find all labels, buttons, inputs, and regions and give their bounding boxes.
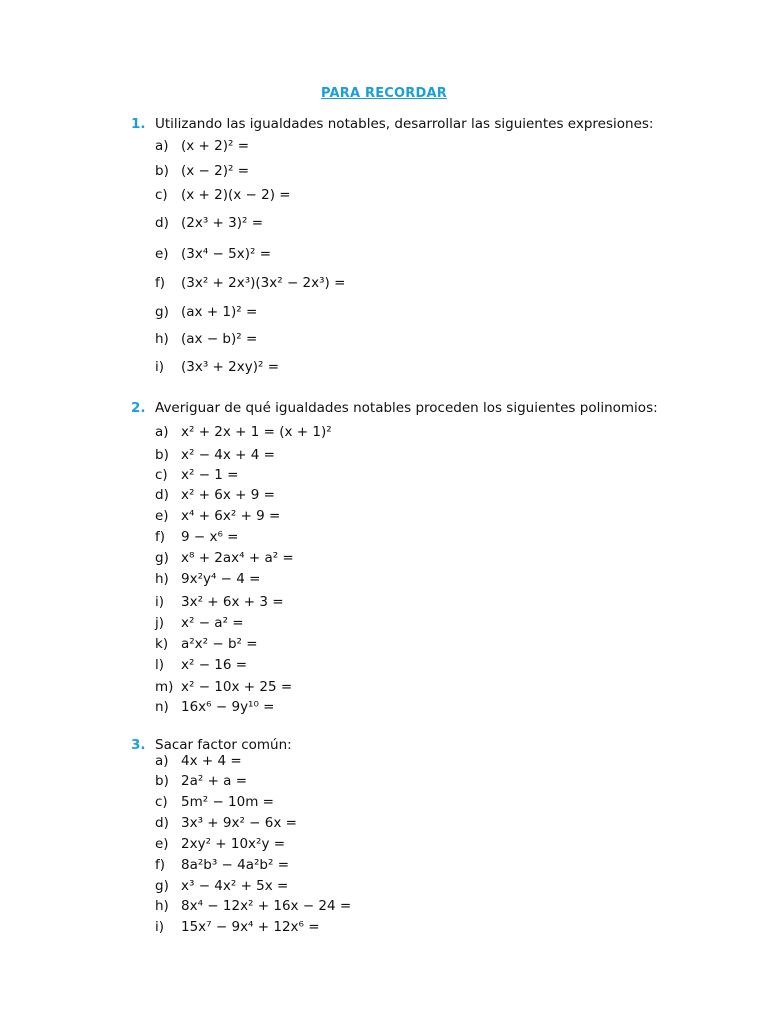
item-expression: 2a² + a =	[181, 773, 248, 789]
question-2-number: 2.	[131, 400, 146, 416]
item-label: e)	[155, 508, 169, 524]
item-label: d)	[155, 487, 169, 503]
item-expression: 4x + 4 =	[181, 753, 242, 769]
q2-item-k	[155, 636, 258, 652]
item-expression: 15x⁷ − 9x⁴ + 12x⁶ =	[181, 919, 320, 935]
item-expression: 8x⁴ − 12x² + 16x − 24 =	[181, 898, 352, 914]
question-1-number: 1.	[131, 116, 146, 132]
item-label: g)	[155, 550, 169, 566]
page-title: PARA RECORDAR	[321, 86, 447, 101]
item-expression: (3x² + 2x³)(3x² − 2x³) =	[181, 275, 346, 291]
item-label: f)	[155, 275, 166, 291]
item-label: d)	[155, 815, 169, 831]
item-label: c)	[155, 467, 168, 483]
q2-item-j	[155, 615, 244, 631]
q1-item-a	[155, 138, 249, 154]
item-expression: (3x⁴ − 5x)² =	[181, 246, 272, 262]
item-expression: x² + 6x + 9 =	[181, 487, 275, 503]
item-label: j)	[155, 615, 165, 631]
item-label: i)	[155, 919, 165, 935]
item-label: g)	[155, 304, 169, 320]
item-expression: 2xy² + 10x²y =	[181, 836, 286, 852]
item-label: g)	[155, 878, 169, 894]
question-3	[131, 737, 292, 753]
question-1	[131, 116, 653, 132]
item-expression: (ax + 1)² =	[181, 304, 258, 320]
item-label: h)	[155, 571, 169, 587]
item-expression: (x + 2)(x − 2) =	[181, 187, 291, 203]
item-expression: 9x²y⁴ − 4 =	[181, 571, 261, 587]
q2-item-d	[155, 487, 275, 503]
q2-item-m	[155, 679, 292, 695]
item-label: a)	[155, 424, 169, 440]
q3-item-a	[155, 753, 242, 769]
item-expression: a²x² − b² =	[181, 636, 258, 652]
q3-item-i	[155, 919, 320, 935]
item-expression: x² − 4x + 4 =	[181, 447, 275, 463]
question-3-text: Sacar factor común:	[155, 737, 292, 753]
q1-item-h	[155, 331, 257, 347]
item-label: c)	[155, 187, 168, 203]
q1-item-g	[155, 304, 257, 320]
q2-item-g	[155, 550, 294, 566]
item-label: f)	[155, 857, 166, 873]
item-label: b)	[155, 447, 169, 463]
item-expression: 16x⁶ − 9y¹⁰ =	[181, 699, 275, 715]
item-expression: x³ − 4x² + 5x =	[181, 878, 289, 894]
q2-item-e	[155, 508, 280, 524]
item-label: a)	[155, 138, 169, 154]
q2-item-l	[155, 657, 247, 673]
q3-item-h	[155, 898, 351, 914]
q2-item-c	[155, 467, 239, 483]
item-label: l)	[155, 657, 165, 673]
item-label: d)	[155, 215, 169, 231]
item-label: m)	[155, 679, 174, 695]
item-expression: 3x² + 6x + 3 =	[181, 594, 284, 610]
item-expression: x² − 16 =	[181, 657, 248, 673]
q3-item-d	[155, 815, 297, 831]
item-label: k)	[155, 636, 169, 652]
item-expression: x² − a² =	[181, 615, 244, 631]
item-expression: (ax − b)² =	[181, 331, 258, 347]
item-expression: (3x³ + 2xy)² =	[181, 359, 280, 375]
item-expression: (x − 2)² =	[181, 163, 250, 179]
q1-item-c	[155, 187, 291, 203]
q2-item-b	[155, 447, 275, 463]
question-2-text: Averiguar de qué igualdades notables proceden los siguientes polinomios:	[155, 400, 658, 416]
q2-item-h	[155, 571, 260, 587]
item-expression: 8a²b³ − 4a²b² =	[181, 857, 290, 873]
item-expression: (2x³ + 3)² =	[181, 215, 264, 231]
question-3-number: 3.	[131, 737, 146, 753]
item-label: b)	[155, 773, 169, 789]
q1-item-i	[155, 359, 279, 375]
question-2	[131, 400, 658, 416]
item-expression: x⁸ + 2ax⁴ + a² =	[181, 550, 294, 566]
q3-item-b	[155, 773, 247, 789]
item-label: i)	[155, 359, 165, 375]
item-label: f)	[155, 529, 166, 545]
question-1-text: Utilizando las igualdades notables, desarrollar las siguientes expresiones:	[155, 116, 654, 132]
item-label: e)	[155, 246, 169, 262]
q1-item-b	[155, 163, 249, 179]
q3-item-g	[155, 878, 288, 894]
q2-item-i	[155, 594, 284, 610]
q3-item-f	[155, 857, 289, 873]
q3-item-c	[155, 794, 274, 810]
item-expression: 3x³ + 9x² − 6x =	[181, 815, 297, 831]
q1-item-f	[155, 275, 345, 291]
q3-item-e	[155, 836, 285, 852]
item-label: c)	[155, 794, 168, 810]
item-label: h)	[155, 898, 169, 914]
item-expression: x² − 1 =	[181, 467, 239, 483]
q2-item-n	[155, 699, 274, 715]
item-expression: (x + 2)² =	[181, 138, 250, 154]
item-label: i)	[155, 594, 165, 610]
item-expression: x⁴ + 6x² + 9 =	[181, 508, 281, 524]
item-expression: x² + 2x + 1 = (x + 1)²	[181, 424, 332, 440]
item-label: n)	[155, 699, 169, 715]
q1-item-d	[155, 215, 263, 231]
q2-item-a	[155, 424, 332, 440]
item-expression: 9 − x⁶ =	[181, 529, 239, 545]
item-label: a)	[155, 753, 169, 769]
item-label: h)	[155, 331, 169, 347]
item-label: e)	[155, 836, 169, 852]
item-expression: 5m² − 10m =	[181, 794, 274, 810]
item-expression: x² − 10x + 25 =	[181, 679, 293, 695]
q1-item-e	[155, 246, 271, 262]
q2-item-f	[155, 529, 239, 545]
item-label: b)	[155, 163, 169, 179]
